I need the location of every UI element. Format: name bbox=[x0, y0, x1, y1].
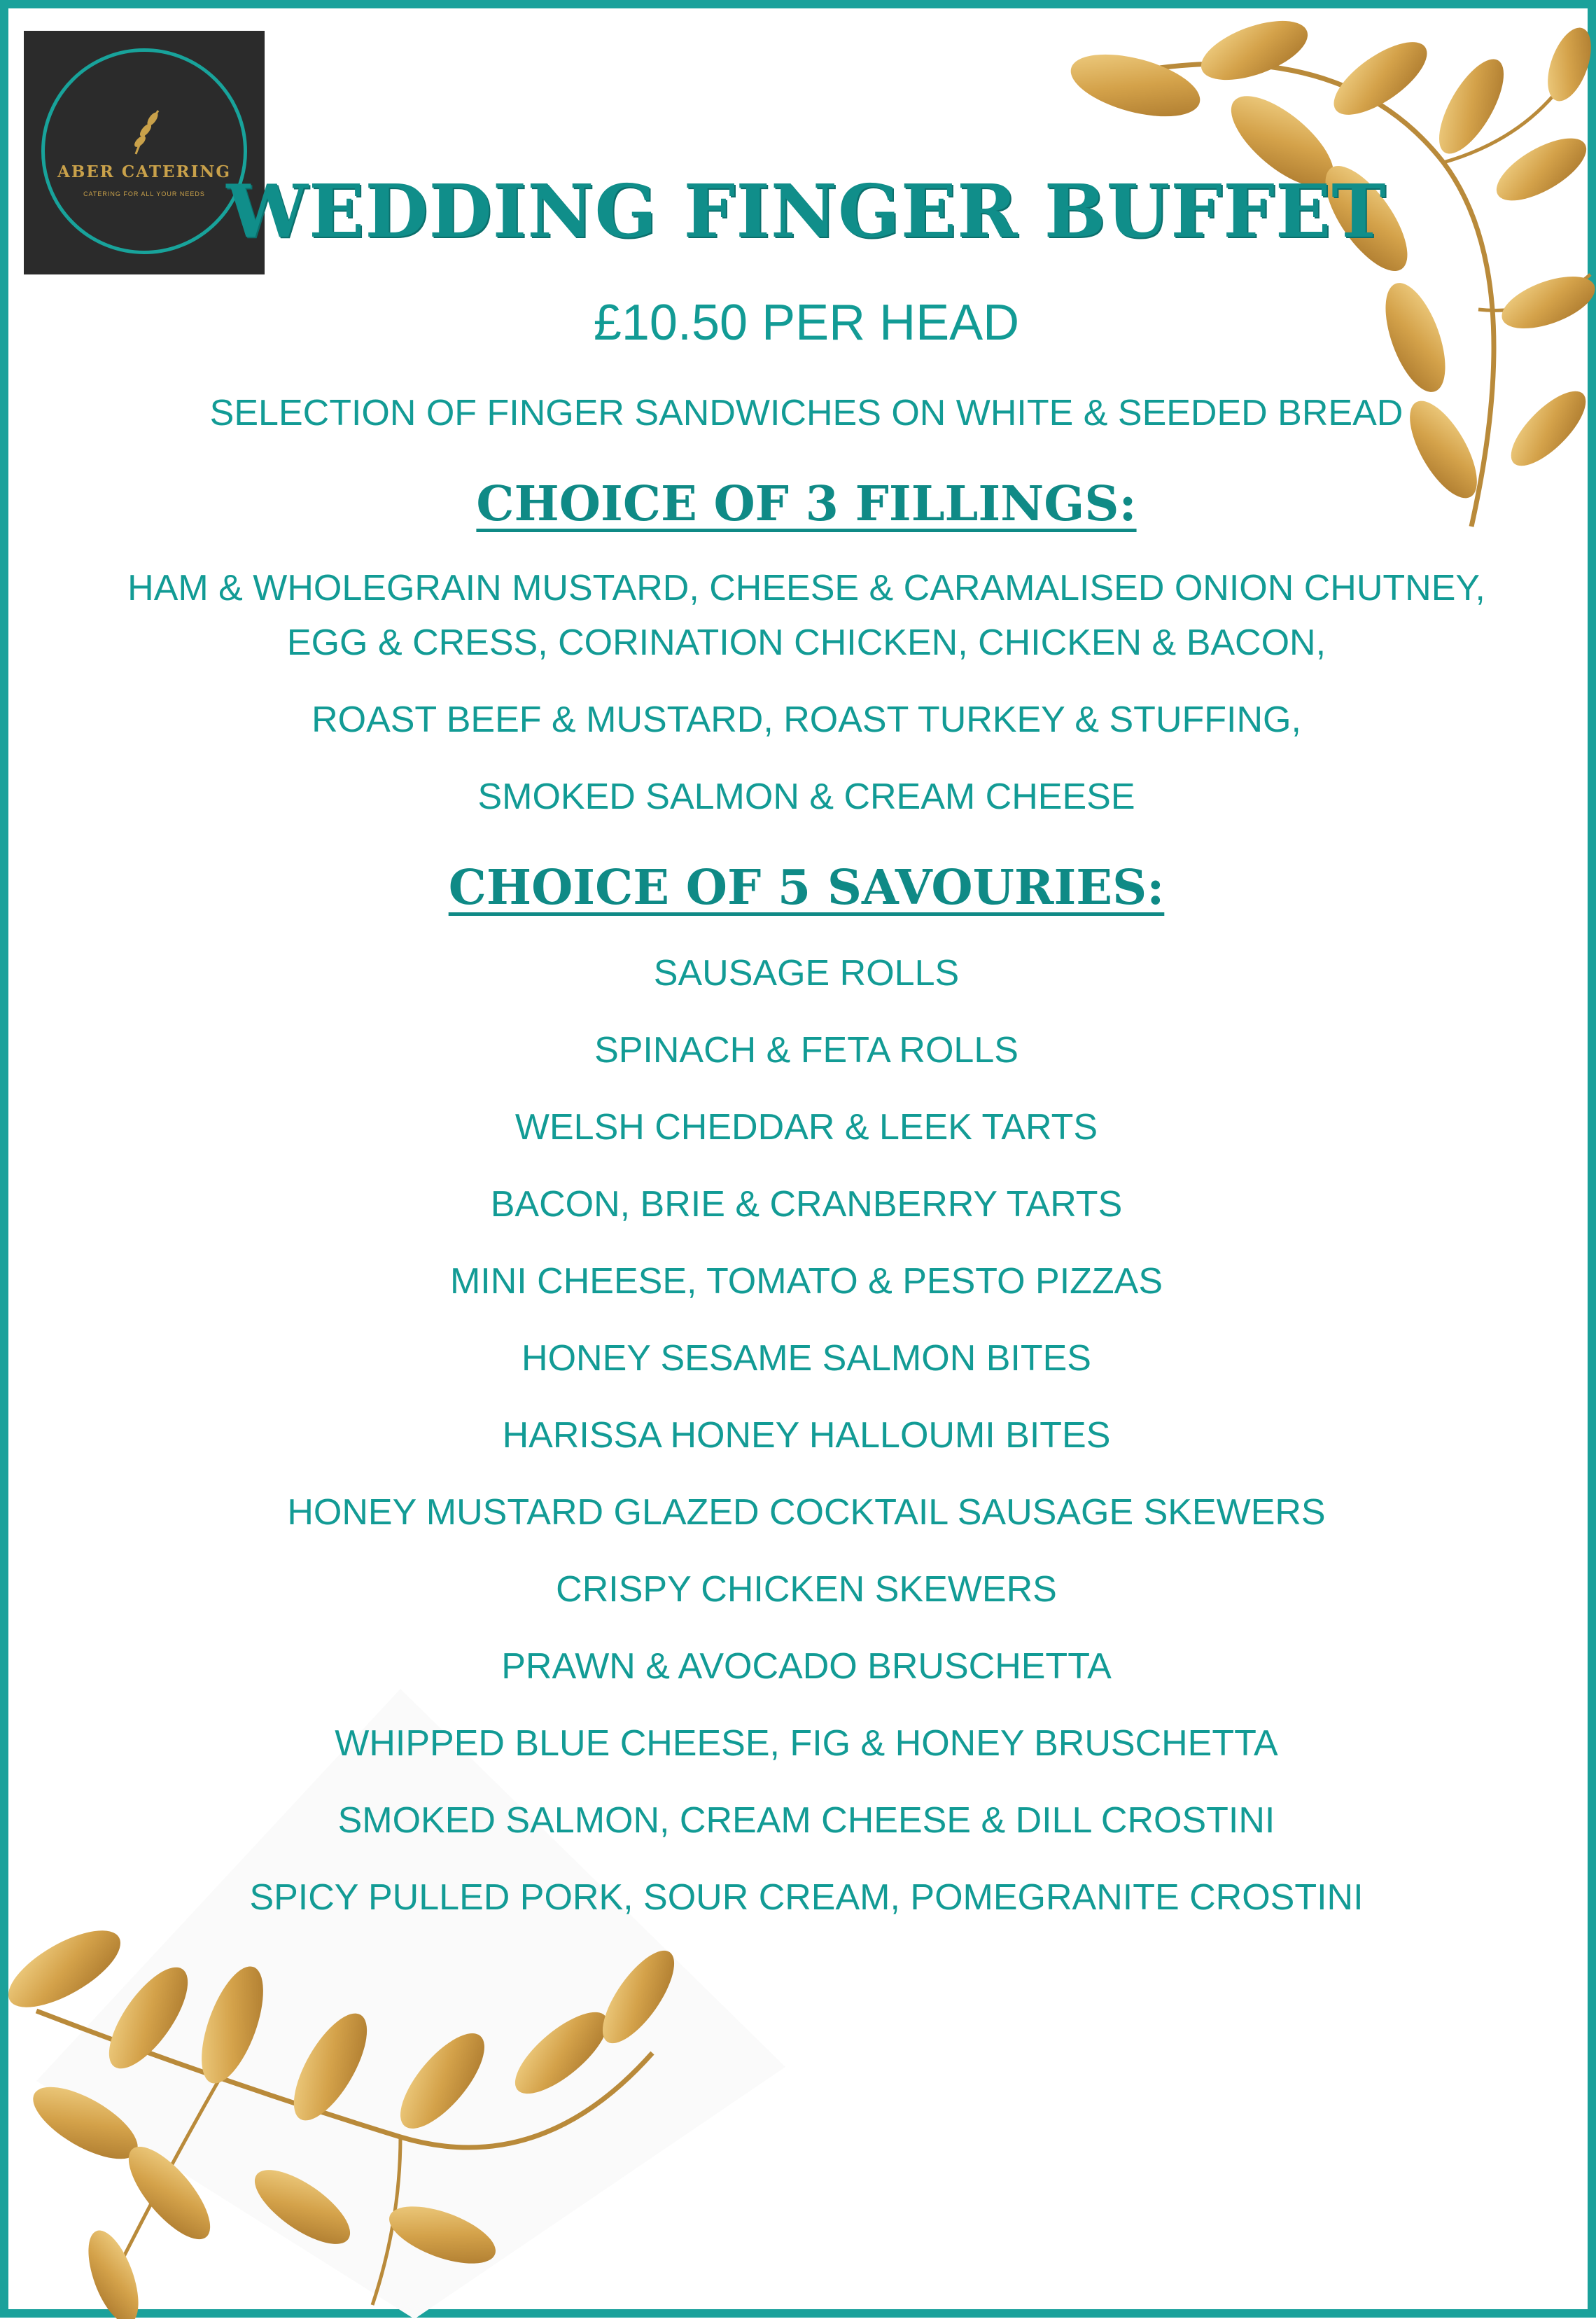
menu-title: WEDDING FINGER BUFFET bbox=[226, 168, 1387, 254]
savoury-item: SPICY PULLED PORK, SOUR CREAM, POMEGRANITE CROSTINI bbox=[249, 1877, 1364, 1918]
savoury-item: PRAWN & AVOCADO BRUSCHETTA bbox=[501, 1646, 1112, 1687]
logo-tagline: CATERING FOR ALL YOUR NEEDS bbox=[83, 190, 205, 197]
savoury-item: HONEY MUSTARD GLAZED COCKTAIL SAUSAGE SKEWERS bbox=[287, 1492, 1326, 1533]
filling-line: SMOKED SALMON & CREAM CHEESE bbox=[477, 777, 1135, 817]
sandwich-selection: SELECTION OF FINGER SANDWICHES ON WHITE & SEEDED BREAD bbox=[209, 393, 1404, 433]
fillings-heading: CHOICE OF 3 FILLINGS: bbox=[476, 476, 1137, 532]
savoury-item: SMOKED SALMON, CREAM CHEESE & DILL CROSTINI bbox=[337, 1800, 1275, 1841]
logo-name: ABER CATERING bbox=[57, 162, 231, 181]
leaf-icon bbox=[129, 106, 164, 155]
savoury-item: SAUSAGE ROLLS bbox=[653, 953, 960, 994]
filling-line: HAM & WHOLEGRAIN MUSTARD, CHEESE & CARAMALISED ONION CHUTNEY, bbox=[127, 568, 1485, 608]
savoury-item: HONEY SESAME SALMON BITES bbox=[522, 1338, 1091, 1379]
savouries-heading: CHOICE OF 5 SAVOURIES: bbox=[448, 860, 1165, 916]
filling-line: EGG & CRESS, CORINATION CHICKEN, CHICKEN & BACON, bbox=[286, 622, 1326, 663]
savoury-item: SPINACH & FETA ROLLS bbox=[594, 1030, 1018, 1071]
savoury-item: MINI CHEESE, TOMATO & PESTO PIZZAS bbox=[449, 1261, 1163, 1302]
gold-leaves-decoration bbox=[1051, 8, 1596, 541]
price-per-head: £10.50 PER HEAD bbox=[593, 295, 1020, 351]
savoury-item: BACON, BRIE & CRANBERRY TARTS bbox=[490, 1184, 1123, 1225]
savoury-item: HARISSA HONEY HALLOUMI BITES bbox=[502, 1415, 1111, 1456]
gold-leaves-decoration-bottom bbox=[8, 1689, 813, 2319]
savoury-item: WHIPPED BLUE CHEESE, FIG & HONEY BRUSCHETTA bbox=[335, 1723, 1278, 1764]
filling-line: ROAST BEEF & MUSTARD, ROAST TURKEY & STUFFING, bbox=[312, 699, 1301, 740]
savoury-item: WELSH CHEDDAR & LEEK TARTS bbox=[514, 1107, 1098, 1148]
savoury-item: CRISPY CHICKEN SKEWERS bbox=[556, 1569, 1057, 1610]
